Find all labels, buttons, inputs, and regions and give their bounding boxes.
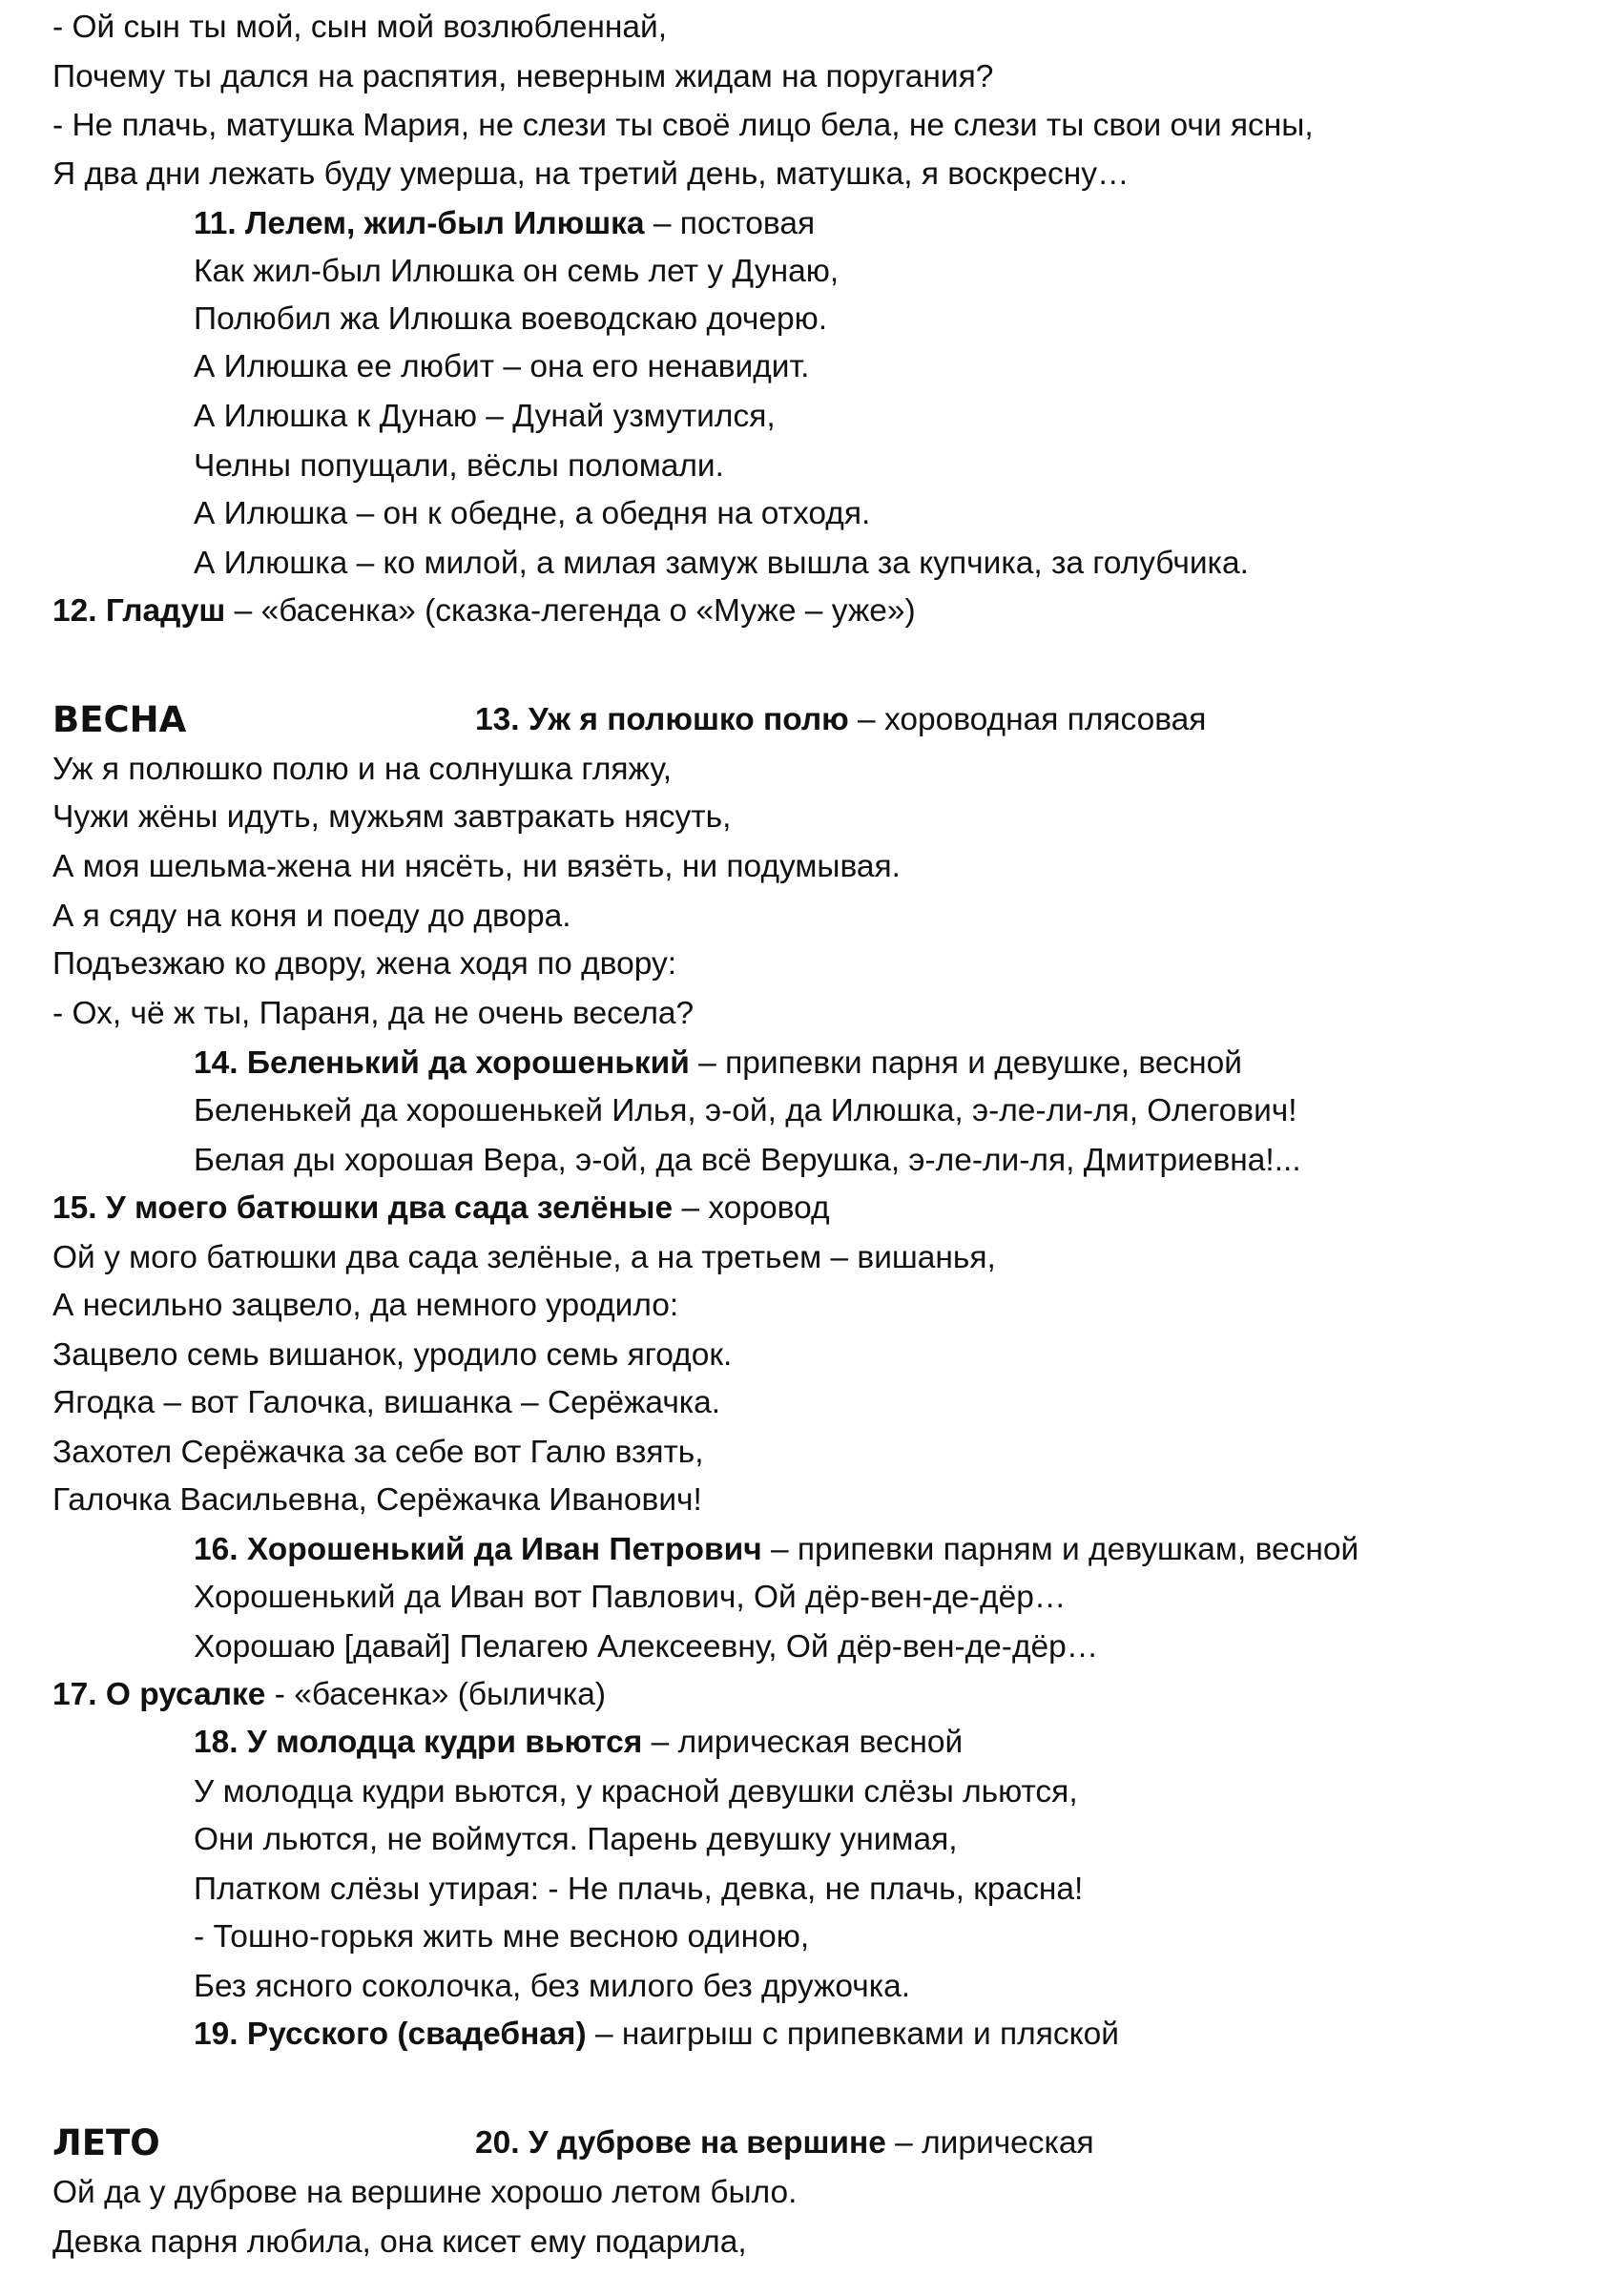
lyric-line: Захотел Серёжачка за себе вот Галю взять, <box>52 1435 704 1470</box>
lyric-line: Полюбил жа Илюшка воеводскаю дочерю. <box>194 301 828 337</box>
song-genre: – хороводная плясовая <box>848 702 1207 737</box>
lyric-line: Без ясного соколочка, без милого без дружочка. <box>194 1969 911 2004</box>
song-genre: – хоровод <box>673 1190 830 1226</box>
lyric-line: Белая ды хорошая Вера, э-ой, да всё Верушка, э-ле-ли-ля, Дмитриевна!... <box>194 1143 1301 1178</box>
song-genre: – припевки парням и девушкам, весной <box>761 1532 1359 1567</box>
lyric-line: Зацвело семь вишанок, уродило семь ягодок. <box>52 1337 733 1373</box>
lyric-line: Ой да у дуброве на вершине хорошо летом было. <box>52 2175 798 2210</box>
song-title: 11. Лелем, жил-был Илюшка <box>194 206 645 241</box>
song-genre: – лирическая весной <box>642 1725 964 1760</box>
season-heading: ВЕСНА <box>52 699 187 740</box>
song-title: 19. Русского (свадебная) <box>194 2017 587 2052</box>
song-title: 13. Уж я полюшко полю <box>475 702 849 737</box>
lyric-line: Платком слёзы утирая: - Не плачь, девка, не плачь, красна! <box>194 1872 1084 1907</box>
song-heading <box>194 1727 963 1759</box>
song-heading <box>475 2127 1094 2160</box>
lyric-line: Хорошаю [давай] Пелагею Алексеевну, Ой дёр-вен-де-дёр… <box>194 1629 1099 1665</box>
song-heading <box>52 1192 830 1225</box>
song-heading <box>52 595 916 628</box>
lyric-line: - Ой сын ты мой, сын мой возлюбленнай, <box>52 10 668 45</box>
lyric-line: А Илюшка – он к обедне, а обедня на отходя. <box>194 496 871 531</box>
lyric-line: Девка парня любила, она кисет ему подарила, <box>52 2224 747 2260</box>
lyric-line: А Илюшка ее любит – она его ненавидит. <box>194 349 810 384</box>
lyric-line: Они льются, не воймутся. Парень девушку унимая, <box>194 1822 958 1857</box>
song-heading <box>475 704 1206 736</box>
song-heading <box>194 208 815 240</box>
lyric-line: - Тошно-горькя жить мне весною одиною, <box>194 1919 810 1955</box>
song-title: 18. У молодца кудри вьются <box>194 1725 643 1760</box>
lyric-line: - Ох, чё ж ты, Параня, да не очень весела? <box>52 996 695 1031</box>
lyric-line: Чужи жёны идуть, мужьям завтракать нясуть, <box>52 799 732 835</box>
song-heading <box>194 1047 1242 1080</box>
lyric-line: Подъезжаю ко двору, жена ходя по двору: <box>52 946 677 982</box>
song-title: 16. Хорошенький да Иван Петрович <box>194 1532 762 1567</box>
lyric-line: Беленькей да хорошенькей Илья, э-ой, да Илюшка, э-ле-ли-ля, Олегович! <box>194 1093 1297 1128</box>
song-title: 20. У дуброве на вершине <box>475 2125 886 2161</box>
song-heading <box>194 2018 1119 2051</box>
lyric-line: Почему ты дался на распятия, неверным жидам на поругания? <box>52 59 994 94</box>
song-title: 17. О русалке <box>52 1677 266 1712</box>
lyric-line: Уж я полюшко полю и на солнушка гляжу, <box>52 752 673 787</box>
lyric-line: - Не плачь, матушка Мария, не слези ты своё лицо бела, не слези ты свои очи ясны, <box>52 108 1314 143</box>
song-genre: – припевки парня и девушке, весной <box>689 1045 1243 1081</box>
song-title: 14. Беленький да хорошенький <box>194 1045 690 1081</box>
song-genre: – наигрыш с припевками и пляской <box>586 2017 1120 2052</box>
lyric-line: Ягодка – вот Галочка, вишанка – Серёжачка. <box>52 1385 721 1420</box>
lyric-line: А Илюшка к Дунаю – Дунай узмутился, <box>194 399 776 434</box>
lyric-line: А несильно зацвело, да немного уродило: <box>52 1288 679 1323</box>
lyric-line: Ой у мого батюшки два сада зелёные, а на третьем – вишанья, <box>52 1240 996 1275</box>
song-heading <box>194 1534 1358 1566</box>
lyric-line: Галочка Васильевна, Серёжачка Иванович! <box>52 1482 702 1518</box>
song-genre: – лирическая <box>885 2125 1094 2161</box>
lyric-line: Как жил-был Илюшка он семь лет у Дунаю, <box>194 254 840 289</box>
lyric-line: Я два дни лежать буду умерша, на третий день, матушка, я воскресну… <box>52 156 1130 192</box>
season-heading: ЛЕТО <box>52 2122 160 2163</box>
song-genre: – постовая <box>644 206 816 241</box>
song-genre: – «басенка» (сказка-легенда о «Муже – уже») <box>225 593 916 629</box>
lyric-line: А Илюшка – ко милой, а милая замуж вышла за купчика, за голубчика. <box>194 546 1249 581</box>
lyric-line: А моя шельма-жена ни нясёть, ни вязёть, ни подумывая. <box>52 849 901 884</box>
lyric-line: Челны попущали, вёслы поломали. <box>194 448 724 484</box>
lyric-line: У молодца кудри вьются, у красной девушки слёзы льются, <box>194 1774 1078 1810</box>
lyric-line: А я сяду на коня и поеду до двора. <box>52 899 571 934</box>
song-title: 15. У моего батюшки два сада зелёные <box>52 1190 674 1226</box>
song-heading <box>52 1679 606 1711</box>
song-title: 12. Гладуш <box>52 593 226 629</box>
lyric-line: Хорошенький да Иван вот Павлович, Ой дёр-вен-де-дёр… <box>194 1580 1067 1615</box>
song-genre: - «басенка» (быличка) <box>265 1677 607 1712</box>
